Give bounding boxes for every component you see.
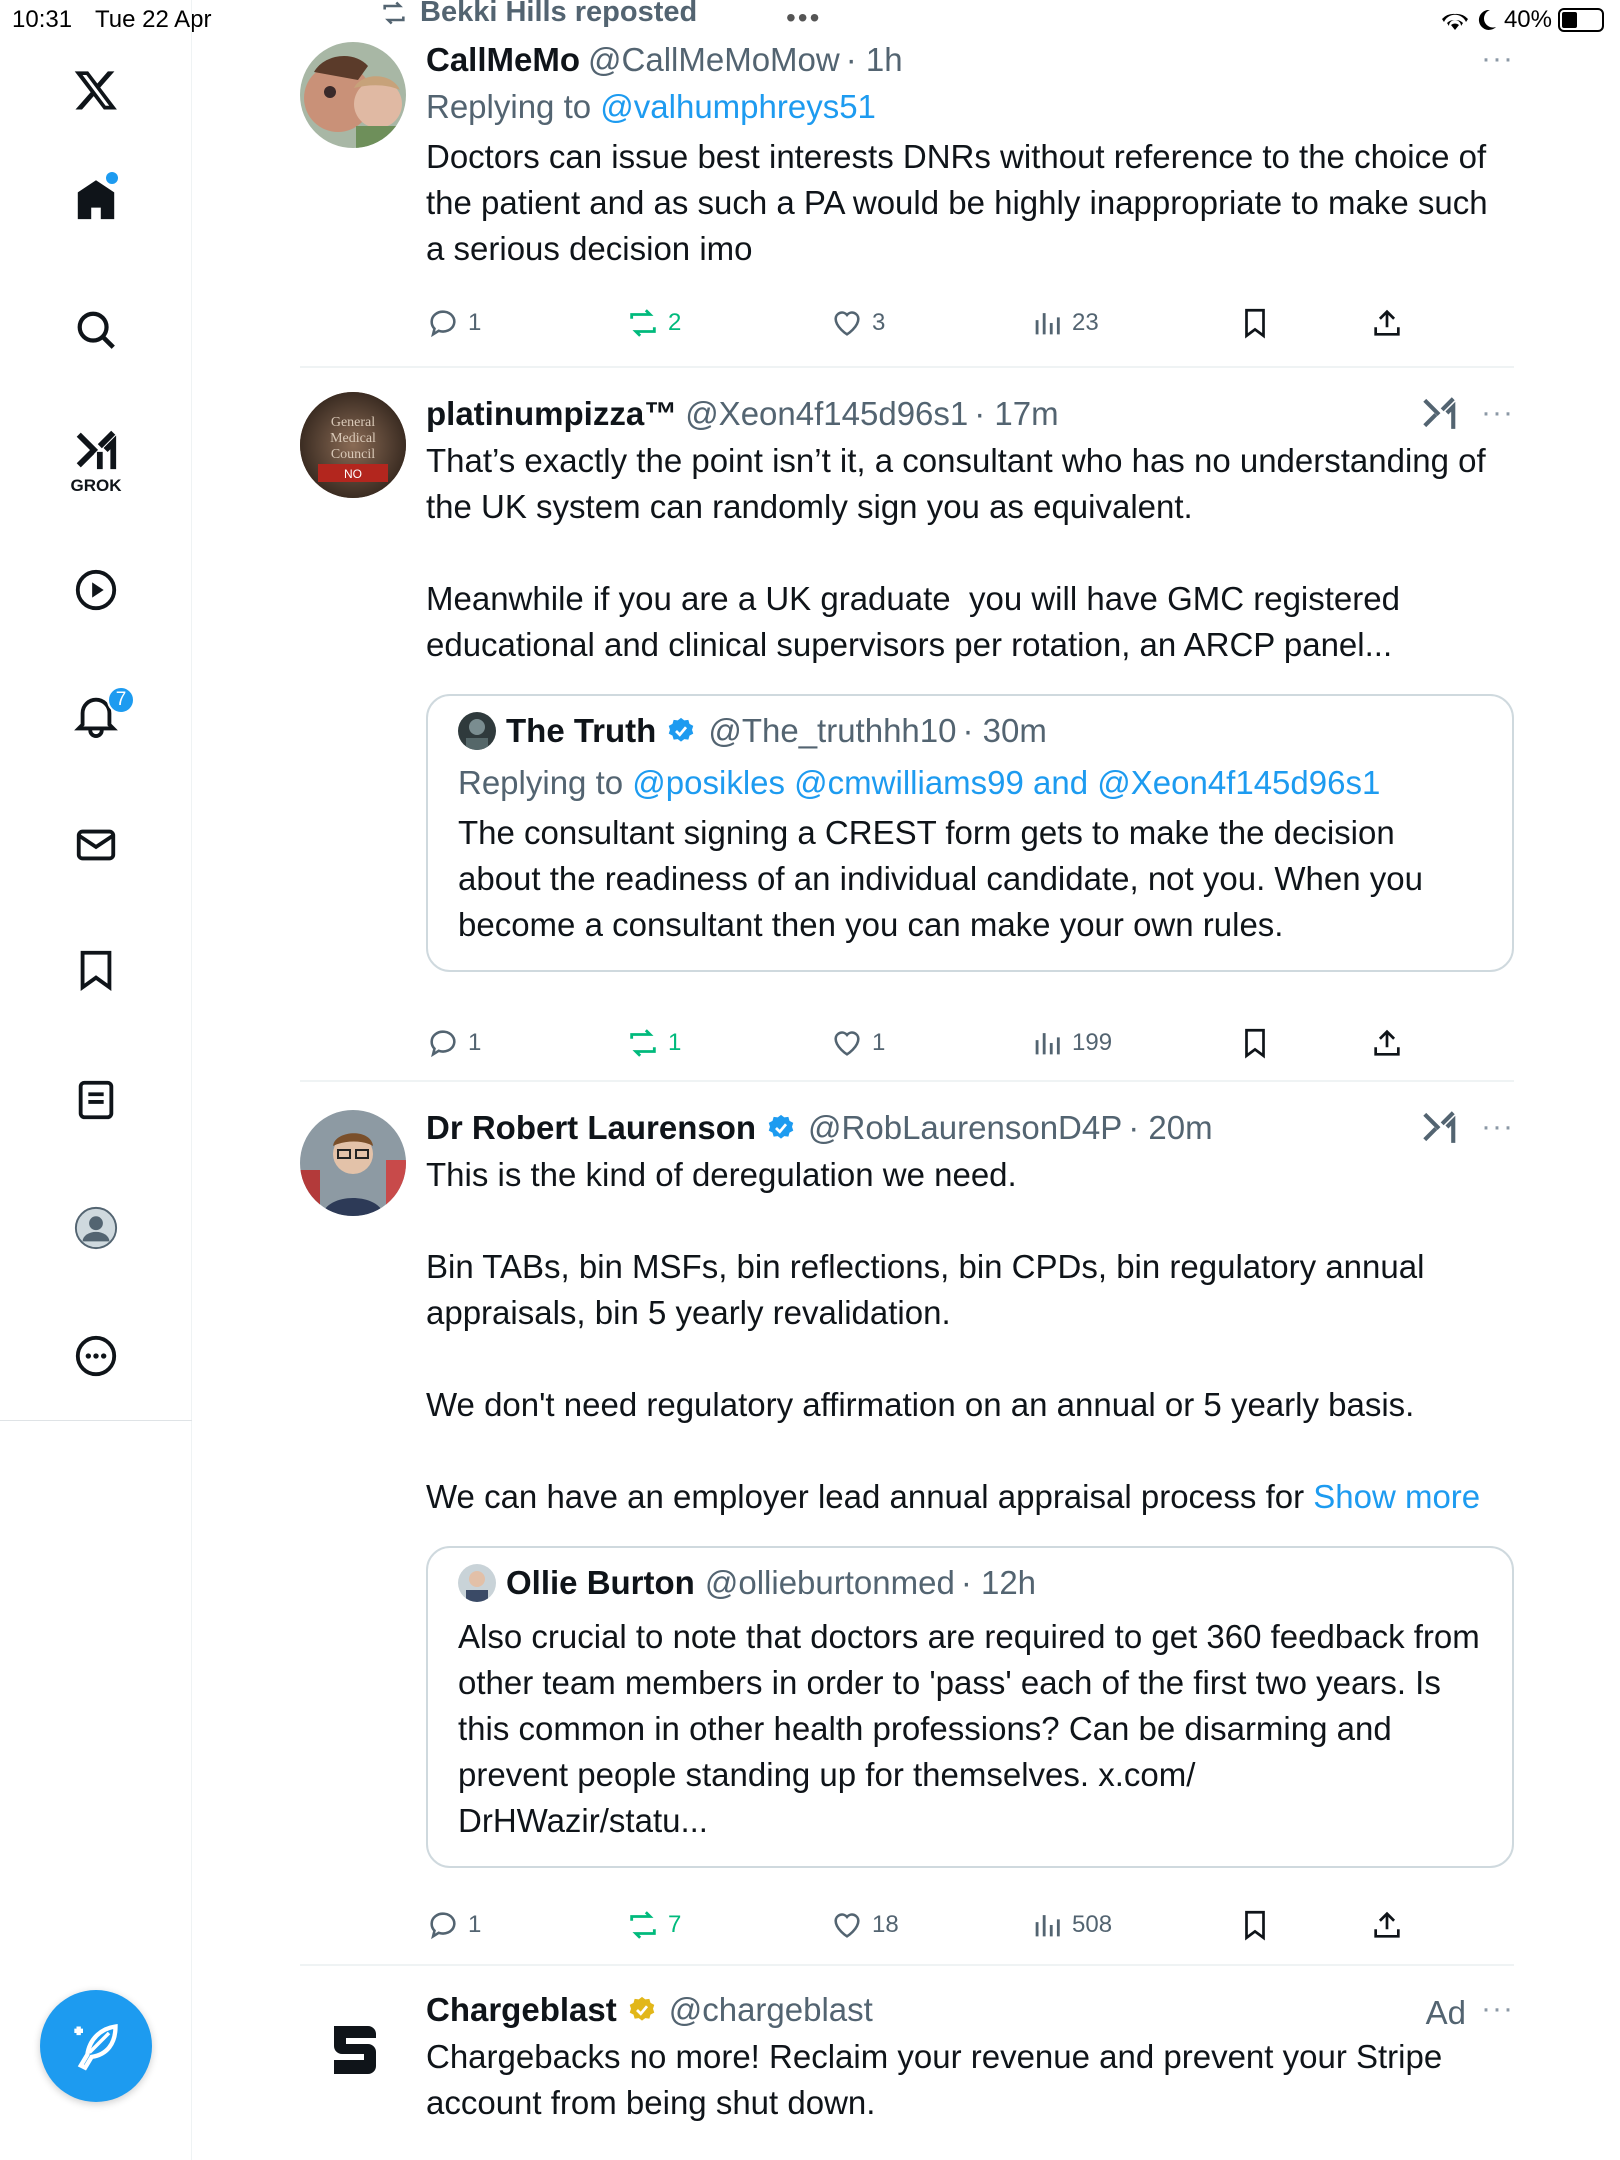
author-name[interactable]: Dr Robert Laurenson: [426, 1109, 757, 1146]
post-more-icon[interactable]: ···: [1481, 1992, 1514, 2025]
avatar[interactable]: [300, 42, 406, 148]
like-button[interactable]: [830, 300, 885, 346]
post-body: [426, 1988, 1514, 2126]
view-count: 199: [1072, 1029, 1113, 1056]
views-button[interactable]: [1030, 1902, 1112, 1948]
bookmark-button[interactable]: [1238, 300, 1272, 346]
share-icon: [1370, 306, 1404, 340]
quoted-header: [458, 712, 1484, 750]
like-button[interactable]: [830, 1902, 899, 1948]
status-time: 10:31: [12, 6, 73, 33]
author-handle[interactable]: @RobLaurensonD4P: [808, 1109, 1123, 1146]
heart-icon: [830, 1908, 864, 1942]
quoted-text: The consultant signing a CREST form gets to make the decision about the readiness of an individual candidate, not you. When you become a consultant then you can make your own rules.: [458, 814, 1433, 943]
verified-badge-icon: [666, 716, 696, 746]
multitask-dots-icon[interactable]: •••: [786, 2, 822, 33]
reply-count: 1: [468, 309, 482, 336]
wifi-icon: [1440, 8, 1470, 32]
svg-text:General: General: [330, 415, 376, 430]
author-handle[interactable]: @Xeon4f145d96s1: [685, 395, 969, 432]
quoted-post[interactable]: [426, 694, 1514, 972]
post-time: · 20m: [1128, 1109, 1213, 1146]
bookmark-button[interactable]: [1238, 1902, 1272, 1948]
bookmark-icon: [1238, 1908, 1272, 1942]
post-actions: [426, 1020, 1514, 1070]
post-body: [426, 38, 1514, 272]
home-unread-dot: [106, 172, 118, 184]
profile-avatar-icon[interactable]: [66, 1198, 126, 1258]
heart-icon: [830, 1026, 864, 1060]
post-header: [426, 392, 1514, 436]
quoted-time: · 30m: [962, 712, 1047, 749]
author-name[interactable]: platinumpizza™: [426, 395, 678, 432]
replying-prefix: Replying to: [458, 764, 624, 801]
post-header: [426, 1106, 1514, 1150]
like-button[interactable]: [830, 1020, 885, 1066]
quoted-time: · 12h: [960, 1564, 1037, 1601]
post-text-container: [426, 1152, 1514, 1520]
post-body: [426, 392, 1514, 972]
grok-explain-icon[interactable]: [1420, 1108, 1458, 1151]
like-count: 3: [872, 309, 886, 336]
quoted-post[interactable]: [426, 1546, 1514, 1868]
post-more-icon[interactable]: ···: [1481, 42, 1514, 75]
post-time: · 1h: [845, 41, 903, 78]
video-icon[interactable]: [66, 560, 126, 620]
compose-feather-icon: [70, 2020, 122, 2072]
replying-to: [426, 88, 1514, 126]
repost-banner-text: Bekki Hills reposted: [420, 0, 698, 28]
repost-count: 1: [668, 1029, 682, 1056]
author-handle[interactable]: @chargeblast: [668, 1991, 873, 2028]
reply-button[interactable]: [426, 300, 481, 346]
ad-label: Ad: [1425, 1994, 1466, 2031]
view-count: 23: [1072, 309, 1099, 336]
show-more-link[interactable]: Show more: [1313, 1478, 1481, 1515]
repost-button[interactable]: [626, 1902, 681, 1948]
grok-label: GROK: [70, 476, 122, 495]
moon-icon: [1476, 8, 1498, 32]
post-divider: [300, 1080, 1514, 1082]
repost-count: 7: [668, 1911, 682, 1938]
share-icon: [1370, 1908, 1404, 1942]
repost-icon: [626, 1908, 660, 1942]
battery-icon: [1558, 8, 1604, 32]
share-button[interactable]: [1370, 1020, 1404, 1066]
repost-icon: [378, 0, 410, 27]
quoted-header: [458, 1564, 1484, 1602]
view-count: 508: [1072, 1911, 1113, 1938]
post-time: · 17m: [974, 395, 1059, 432]
post-body: [426, 1106, 1514, 1868]
heart-icon: [830, 306, 864, 340]
post-actions: [426, 300, 1514, 350]
quoted-author-handle: @The_truthhh10: [708, 712, 957, 749]
post-text: This is the kind of deregulation we need. Bin TABs, bin MSFs, bin reflections, bin CPDs, bin regulatory annual appraisals, bin 5 yearly revalidation. We don't need regulatory affirmation on an annual or 5 yearly basis. We can have an employer lead annual appraisal process for: [426, 1156, 1425, 1515]
views-button[interactable]: [1030, 300, 1099, 346]
post-more-icon[interactable]: ···: [1481, 396, 1514, 429]
repost-count: 2: [668, 309, 682, 336]
status-right: [1440, 6, 1604, 34]
reply-count: 1: [468, 1029, 482, 1056]
status-date: Tue 22 Apr: [95, 6, 212, 33]
battery-percent: 40%: [1503, 6, 1552, 33]
avatar[interactable]: [300, 392, 406, 498]
status-bar: [0, 0, 1620, 40]
bookmark-icon: [1238, 1026, 1272, 1060]
sidebar: [0, 0, 192, 2160]
quoted-text: Also crucial to note that doctors are required to get 360 feedback from other team members in order to 'pass' each of the first two years. Is this common in other health professions? Can be disarming and prevent people standing up for themselves. x.com/ DrHWazir/statu...: [458, 1618, 1480, 1839]
quoted-avatar: [458, 712, 496, 750]
share-button[interactable]: [1370, 300, 1404, 346]
author-name[interactable]: Chargeblast: [426, 1991, 617, 2028]
quoted-author-handle: @ollieburtonmed: [704, 1564, 955, 1601]
repost-icon: [626, 306, 660, 340]
gold-verified-badge-icon: [627, 1995, 657, 2025]
like-count: 1: [872, 1029, 886, 1056]
post-text: Doctors can issue best interests DNRs without reference to the choice of the patient and as such a PA would be highly inappropriate to make such a serious decision imo: [426, 138, 1497, 267]
svg-text:Medical: Medical: [330, 431, 376, 446]
post-text: That’s exactly the point isn’t it, a consultant who has no understanding of the UK system can randomly sign you as equivalent. Meanwhile if you are a UK graduate you will have GMC registered educational and clinical supervisors per rotation, an ARCP panel...: [426, 442, 1486, 663]
more-options-icon[interactable]: [66, 1326, 126, 1386]
reply-button[interactable]: [426, 1902, 481, 1948]
bookmark-button[interactable]: [1238, 1020, 1272, 1066]
search-icon[interactable]: [66, 300, 126, 360]
avatar[interactable]: [300, 1110, 406, 1216]
svg-text:Council: Council: [330, 447, 376, 462]
bookmarks-icon[interactable]: [66, 940, 126, 1000]
views-chart-icon: [1030, 306, 1064, 340]
reply-icon: [426, 1908, 460, 1942]
share-icon: [1370, 1026, 1404, 1060]
author-handle[interactable]: @CallMeMoMow: [588, 41, 840, 78]
x-logo-icon[interactable]: [66, 60, 126, 120]
verified-badge-icon: [766, 1113, 796, 1143]
svg-text:NO: NO: [344, 467, 362, 481]
quoted-replying-to: [458, 764, 1484, 802]
replying-link[interactable]: @posikles @cmwilliams99 and @Xeon4f145d96s1: [632, 764, 1381, 801]
grok-icon[interactable]: [66, 420, 126, 480]
reply-button[interactable]: [426, 1020, 481, 1066]
post-header: [426, 38, 1514, 82]
post-divider: [300, 1964, 1514, 1966]
post-divider: [300, 366, 1514, 368]
author-name[interactable]: CallMeMo: [426, 41, 581, 78]
quoted-author-name: The Truth: [506, 712, 657, 749]
share-button[interactable]: [1370, 1902, 1404, 1948]
quoted-avatar: [458, 1564, 496, 1602]
chargeblast-logo-icon[interactable]: [300, 1994, 406, 2100]
messages-icon[interactable]: [66, 815, 126, 875]
post-text: Chargebacks no more! Reclaim your revenue and prevent your Stripe account from being shut down.: [426, 2038, 1452, 2121]
post-actions: [426, 1902, 1514, 1952]
like-count: 18: [872, 1911, 899, 1938]
reply-icon: [426, 306, 460, 340]
sidebar-divider: [0, 1420, 192, 1421]
views-chart-icon: [1030, 1908, 1064, 1942]
repost-banner: [378, 0, 697, 29]
repost-button[interactable]: [626, 1020, 681, 1066]
repost-icon: [626, 1026, 660, 1060]
reply-icon: [426, 1026, 460, 1060]
quoted-author-name: Ollie Burton: [506, 1564, 695, 1601]
lists-icon[interactable]: [66, 1070, 126, 1130]
compose-button[interactable]: [40, 1990, 152, 2102]
bookmark-icon: [1238, 306, 1272, 340]
replying-link[interactable]: @valhumphreys51: [600, 88, 876, 125]
notification-badge: 7: [107, 686, 135, 714]
replying-prefix: Replying to: [426, 88, 592, 125]
views-chart-icon: [1030, 1026, 1064, 1060]
views-button[interactable]: [1030, 1020, 1112, 1066]
grok-explain-icon[interactable]: [1420, 394, 1458, 437]
post-header: [426, 1988, 1514, 2032]
reply-count: 1: [468, 1911, 482, 1938]
repost-button[interactable]: [626, 300, 681, 346]
post-more-icon[interactable]: ···: [1481, 1110, 1514, 1143]
